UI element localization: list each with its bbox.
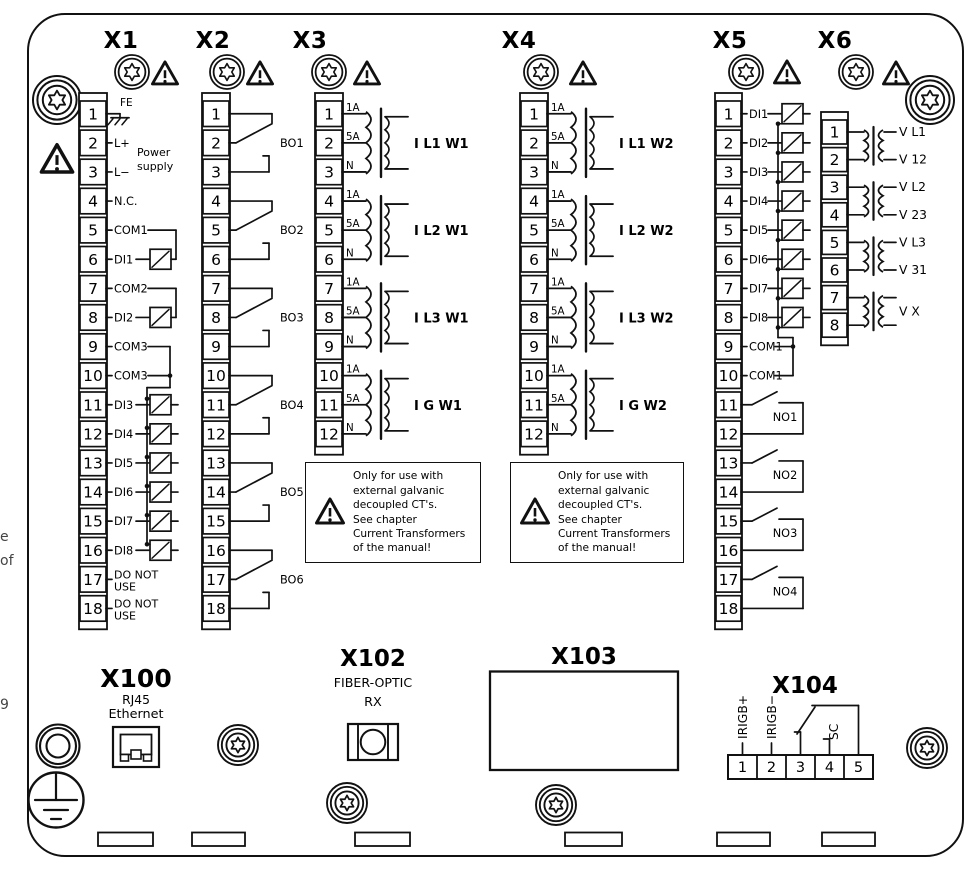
ct-winding-icon [590, 379, 594, 431]
terminal-number: 10 [524, 367, 544, 386]
terminal-number: 3 [88, 163, 98, 182]
terminal-number: 12 [206, 425, 226, 444]
vent-slot [822, 833, 875, 847]
row-label: DI1 [749, 107, 769, 121]
tap-label: 1A [551, 363, 565, 376]
terminal-number: 10 [83, 367, 103, 386]
vent-slot [98, 833, 153, 847]
row-label: DO NOT [114, 568, 159, 582]
terminal-number: 12 [718, 425, 739, 444]
switch-contact [236, 560, 272, 579]
rj45-port-icon [121, 755, 129, 762]
terminal-number: 1 [88, 105, 98, 124]
warning-line: of the manual! [353, 542, 432, 555]
terminal-number: 15 [206, 512, 226, 531]
row-label: DI8 [749, 311, 769, 325]
torx-screw-icon [115, 55, 149, 89]
terminal-number: 5 [324, 221, 334, 240]
torx-screw-icon [312, 55, 346, 89]
ct-warning-note [305, 462, 481, 563]
winding-label: V 23 [899, 207, 927, 222]
ct-winding-icon [590, 204, 594, 256]
winding-label: V 12 [899, 152, 927, 167]
tap-label: N [551, 247, 559, 260]
terminal-number: 7 [211, 279, 221, 298]
connector-x2-label: X2 [195, 28, 231, 54]
ct-winding-icon [385, 117, 389, 169]
terminal-number: 4 [829, 206, 840, 225]
terminal-number: 5 [829, 233, 840, 252]
terminal-number: 10 [718, 367, 739, 386]
terminal-number: 8 [211, 308, 221, 327]
vt-winding-icon [879, 240, 884, 272]
winding-label: I L3 W2 [619, 311, 674, 327]
warning-icon [774, 61, 799, 83]
tap-label: 1A [551, 101, 565, 114]
contact-label: BO6 [280, 573, 304, 587]
relay-label: NO1 [772, 410, 798, 424]
warning-line: Current Transformers [353, 527, 466, 540]
warning-line: decoupled CT's. [558, 499, 643, 512]
vt-winding-icon [879, 130, 884, 162]
terminal-number: 5 [723, 221, 734, 240]
terminal-number: 1 [737, 760, 748, 776]
terminal-number: 7 [723, 279, 734, 298]
row-label: DI3 [114, 398, 134, 412]
switch-contact [752, 508, 777, 521]
vt-winding-icon [879, 296, 884, 328]
torx-screw-icon [839, 55, 873, 89]
ct-winding-icon [366, 112, 371, 174]
terminal-number: 4 [211, 192, 221, 211]
tap-label: 1A [551, 189, 565, 202]
tap-label: 1A [551, 276, 565, 289]
terminal-number: 2 [88, 134, 98, 153]
warning-line: external galvanic [353, 484, 445, 497]
warning-icon [515, 493, 555, 533]
switch-contact [236, 473, 272, 492]
vent-slot [717, 833, 770, 847]
tap-label: 1A [346, 101, 360, 114]
terminal-number: 15 [718, 512, 739, 531]
ct-winding-icon [366, 199, 371, 261]
terminal-number: 14 [206, 483, 226, 502]
terminal-number: 9 [723, 338, 734, 357]
terminal-number: 12 [524, 425, 544, 444]
switch-contact [236, 298, 272, 317]
tap-label: 5A [346, 218, 360, 231]
warning-line: See chapter [558, 513, 622, 526]
terminal-number: 11 [319, 396, 339, 415]
torx-screw-icon [210, 55, 244, 89]
terminal-number: 2 [829, 151, 840, 170]
terminal-number: 6 [211, 250, 221, 269]
row-label: L− [114, 165, 130, 179]
terminal-number: 8 [88, 308, 98, 327]
terminal-number: 9 [324, 338, 334, 357]
winding-label: I L3 W1 [414, 311, 469, 327]
tap-label: N [551, 334, 559, 347]
switch-contact [236, 211, 272, 230]
terminal-number: 18 [83, 599, 103, 618]
terminal-number: 4 [324, 192, 334, 211]
pin-label: IRIGB− [765, 694, 779, 739]
terminal-number: 9 [211, 338, 221, 357]
torx-screw-icon [907, 728, 947, 768]
terminal-number: 4 [723, 192, 734, 211]
terminal-number: 17 [83, 570, 103, 589]
terminal-number: 7 [829, 289, 840, 308]
terminal-number: 1 [211, 105, 221, 124]
pin-label: SC [827, 723, 841, 740]
connector-circle-icon [47, 735, 70, 758]
tap-label: 1A [346, 363, 360, 376]
pin-label: IRIGB+ [736, 694, 750, 739]
torx-screw-icon [906, 76, 954, 124]
warning-line: external galvanic [558, 484, 650, 497]
ct-winding-icon [366, 374, 371, 436]
x100-sub-label: Ethernet [108, 707, 164, 722]
rj45-port-icon [144, 755, 152, 762]
terminal-number: 3 [211, 163, 221, 182]
contact-label: BO5 [280, 486, 304, 500]
terminal-number: 18 [206, 599, 226, 618]
connector-x6-label: X6 [817, 28, 853, 54]
row-label: COM3 [114, 340, 148, 354]
terminal-number: 2 [723, 134, 734, 153]
switch-contact [752, 450, 777, 463]
ct-winding-icon [366, 286, 371, 348]
terminal-number: 6 [88, 250, 98, 269]
power-supply-note: supply [137, 160, 174, 173]
switch-contact [236, 124, 272, 143]
warning-line: Current Transformers [558, 527, 671, 540]
winding-label: I L1 W2 [619, 136, 674, 152]
vt-winding-icon [864, 185, 869, 217]
row-label: DI1 [114, 253, 134, 267]
x102-sub-label: RX [364, 695, 382, 710]
warning-line: Only for use with [353, 470, 444, 483]
vent-slot [192, 833, 245, 847]
terminal-number: 9 [88, 338, 98, 357]
x103-port-outline [490, 672, 678, 771]
terminal-number: 4 [824, 760, 835, 776]
x100-sub-label: RJ45 [122, 693, 150, 707]
terminal-number: 2 [766, 760, 777, 776]
tap-label: 5A [551, 305, 565, 318]
tap-label: N [551, 421, 559, 434]
terminal-number: 14 [83, 483, 103, 502]
relay-label: NO4 [772, 585, 798, 599]
terminal-number: 15 [83, 512, 103, 531]
row-label: COM2 [114, 282, 148, 296]
connector-x100-label: X100 [100, 664, 172, 693]
clipped-text-fragment: 9 [0, 697, 9, 713]
ct-winding-icon [385, 204, 389, 256]
terminal-number: 11 [718, 396, 739, 415]
terminal-number: 17 [718, 570, 739, 589]
tap-label: N [346, 247, 354, 260]
tap-label: 5A [346, 392, 360, 405]
terminal-number: 5 [529, 221, 539, 240]
warning-icon [152, 62, 177, 84]
warning-line: decoupled CT's. [353, 499, 438, 512]
connector-x4-label: X4 [501, 28, 537, 54]
vt-winding-icon [864, 240, 869, 272]
winding-label: I L2 W1 [414, 224, 469, 240]
ct-winding-icon [571, 374, 576, 436]
terminal-number: 4 [529, 192, 539, 211]
terminal-number: 3 [829, 178, 840, 197]
winding-label: V X [899, 304, 920, 319]
tap-label: 5A [551, 218, 565, 231]
warning-line: of the manual! [558, 542, 637, 555]
warning-icon [570, 62, 595, 84]
rj45-port-icon [131, 750, 141, 759]
winding-label: I L2 W2 [619, 224, 674, 240]
switch-contact [797, 707, 815, 734]
contact-label: BO3 [280, 311, 304, 325]
terminal-number: 2 [211, 134, 221, 153]
torx-screw-icon [536, 785, 576, 825]
row-label: COM3 [114, 369, 148, 383]
winding-label: V L2 [899, 180, 926, 195]
torx-screw-icon [327, 783, 367, 823]
row-label: DI4 [749, 195, 769, 209]
warning-icon [310, 493, 350, 533]
connector-x104-label: X104 [772, 673, 838, 699]
terminal-number: 11 [206, 396, 226, 415]
ct-winding-icon [571, 286, 576, 348]
row-label: N.C. [114, 195, 138, 209]
warning-line: See chapter [353, 513, 417, 526]
terminal-number: 10 [206, 367, 226, 386]
terminal-number: 1 [829, 123, 840, 142]
tap-label: 1A [346, 276, 360, 289]
row-label: DO NOT [114, 597, 159, 611]
switch-contact [752, 392, 777, 405]
row-label: DI7 [749, 282, 769, 296]
connector-x1-label: X1 [103, 28, 139, 54]
tap-label: N [551, 159, 559, 172]
winding-label: I L1 W1 [414, 136, 469, 152]
terminal-number: 3 [324, 163, 334, 182]
terminal-number: 8 [324, 308, 334, 327]
terminal-number: 6 [324, 250, 334, 269]
tap-label: N [346, 159, 354, 172]
terminal-number: 5 [88, 221, 98, 240]
clipped-text-fragment: of [0, 553, 14, 569]
warning-icon [41, 145, 72, 172]
fe-earth-icon [122, 119, 127, 125]
relay-label: NO2 [772, 468, 798, 482]
tap-label: 5A [346, 130, 360, 143]
ct-winding-icon [385, 291, 389, 343]
terminal-number: 1 [324, 105, 334, 124]
ct-warning-note [510, 462, 684, 563]
terminal-number: 9 [529, 338, 539, 357]
row-label: DI4 [114, 427, 134, 441]
warning-line: Only for use with [558, 470, 649, 483]
vt-winding-icon [864, 296, 869, 328]
terminal-number: 16 [206, 541, 226, 560]
x102-sub-label: FIBER-OPTIC [333, 675, 413, 690]
terminal-number: 14 [718, 483, 739, 502]
tap-label: 5A [346, 305, 360, 318]
warning-text [353, 469, 465, 555]
row-label: DI3 [749, 165, 769, 179]
terminal-number: 2 [324, 134, 334, 153]
connector-circle-icon [40, 728, 76, 764]
connector-circle-icon [37, 725, 80, 768]
ct-winding-icon [385, 379, 389, 431]
power-supply-note: Power [137, 146, 171, 159]
tap-label: 1A [346, 189, 360, 202]
terminal-number: 4 [88, 192, 98, 211]
row-label: COM1 [114, 224, 148, 238]
connector-x3-label: X3 [292, 28, 328, 54]
warning-text [558, 469, 670, 555]
terminal-number: 6 [829, 261, 840, 280]
winding-label: V L1 [899, 125, 926, 139]
clipped-text-fragment: e [0, 529, 9, 545]
relay-label: NO3 [772, 527, 798, 541]
terminal-number: 3 [529, 163, 539, 182]
terminal-number: 5 [211, 221, 221, 240]
contact-label: BO2 [280, 224, 304, 238]
row-label: USE [114, 609, 136, 623]
terminal-number: 13 [206, 454, 226, 473]
warning-icon [354, 62, 379, 84]
torx-screw-icon [218, 725, 258, 765]
torx-screw-icon [33, 76, 81, 124]
tap-label: 5A [551, 392, 565, 405]
row-label: L+ [114, 136, 130, 150]
terminal-number: 3 [723, 163, 734, 182]
switch-contact [752, 566, 777, 579]
terminal-number: 11 [83, 396, 103, 415]
connector-x103-label: X103 [551, 644, 617, 670]
ct-winding-icon [571, 112, 576, 174]
terminal-number: 8 [723, 308, 734, 327]
terminal-number: 7 [324, 279, 334, 298]
terminal-number: 1 [723, 105, 734, 124]
winding-label: V 31 [899, 263, 927, 277]
terminal-number: 7 [529, 279, 539, 298]
row-label: COM1 [749, 340, 783, 354]
terminal-number: 16 [83, 541, 103, 560]
fe-earth-icon [108, 119, 113, 125]
contact-label: BO4 [280, 398, 304, 412]
warning-icon [883, 62, 908, 84]
row-label: USE [114, 580, 136, 594]
row-label: DI7 [114, 515, 134, 529]
ct-winding-icon [571, 199, 576, 261]
vt-winding-icon [879, 185, 884, 217]
contact-label: BO1 [280, 136, 304, 150]
row-label: DI6 [749, 253, 769, 267]
terminal-number: 12 [319, 425, 339, 444]
row-label: DI6 [114, 486, 134, 500]
vt-winding-icon [864, 130, 869, 162]
winding-label: V L3 [899, 235, 926, 250]
row-label: DI5 [114, 456, 134, 470]
terminal-number: 13 [83, 454, 103, 473]
tap-label: N [346, 334, 354, 347]
terminal-number: 2 [529, 134, 539, 153]
warning-icon [247, 62, 272, 84]
row-label: COM1 [749, 369, 783, 383]
switch-contact [236, 386, 272, 405]
terminal-number: 12 [83, 425, 103, 444]
torx-screw-icon [524, 55, 558, 89]
terminal-number: 8 [829, 316, 840, 335]
tap-label: 5A [551, 130, 565, 143]
tap-label: N [346, 421, 354, 434]
terminal-number: 11 [524, 396, 544, 415]
row-label: DI8 [114, 544, 134, 558]
ct-winding-icon [590, 291, 594, 343]
winding-label: I G W2 [619, 398, 667, 414]
terminal-number: 5 [853, 760, 864, 776]
terminal-number: 6 [529, 250, 539, 269]
terminal-number: 3 [795, 760, 806, 776]
connector-x5-label: X5 [712, 28, 748, 54]
terminal-number: 13 [718, 454, 739, 473]
row-label: FE [120, 97, 133, 109]
terminal-number: 7 [88, 279, 98, 298]
vent-slot [565, 833, 622, 847]
vent-slot [355, 833, 410, 847]
row-label: DI2 [749, 136, 769, 150]
ct-winding-icon [590, 117, 594, 169]
torx-screw-icon [729, 55, 763, 89]
terminal-number: 8 [529, 308, 539, 327]
terminal-number: 16 [718, 541, 739, 560]
winding-label: I G W1 [414, 398, 462, 414]
connector-x102-label: X102 [340, 646, 406, 672]
row-label: DI5 [749, 224, 769, 238]
terminal-number: 10 [319, 367, 339, 386]
terminal-number: 17 [206, 570, 226, 589]
terminal-number: 6 [723, 250, 734, 269]
row-label: DI2 [114, 311, 134, 325]
terminal-number: 1 [529, 105, 539, 124]
fe-earth-icon [115, 119, 120, 125]
terminal-number: 18 [718, 599, 739, 618]
